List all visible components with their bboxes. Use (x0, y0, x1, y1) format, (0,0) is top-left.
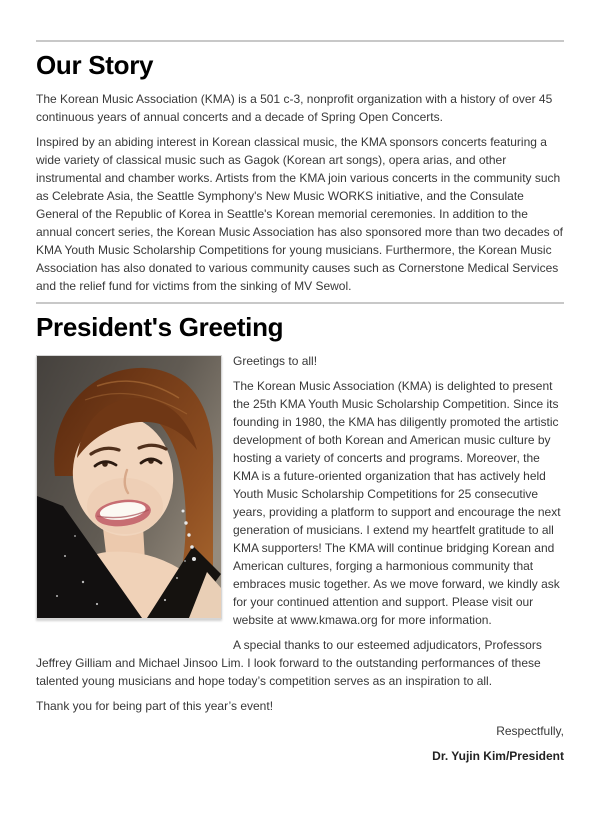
signature-text: Dr. Yujin Kim/President (432, 749, 564, 763)
our-story-paragraph-2: Inspired by an abiding interest in Korean classical music, the KMA sponsors concerts featuring a wide variety of classical music such as Gagok (Korean art songs), opera arias, and other instrumental and chamber works. Artists from the KMA join various concerts in the community such as Celebrate Asia, the Seattle Symphony's New Music WORKS initiative, and the Consulate General of the Republic of Korea in Seattle's Korean memorial ceremonies. In addition to the annual concert series, the Korean Music Association has also sponsored more than two decades of KMA Youth Music Scholarship Competitions for young musicians. Furthermore, the Korean Music Association has also donated to various community causes such as Cornerstone Medical Services and the relief fund for victims from the sinking of MV Sewol. (36, 135, 563, 293)
president-portrait-photo (36, 355, 222, 619)
greeting-closing-paragraph: Thank you for being part of this year’s event! (36, 699, 274, 713)
signoff-text: Respectfully, (496, 724, 564, 738)
greeting-row (36, 352, 564, 636)
section-divider (36, 302, 564, 304)
our-story-paragraph-1: The Korean Music Association (KMA) is a 501 c-3, nonprofit organization with a history of over 45 continuous years of annual concerts and a decade of Spring Open Concerts. (36, 92, 553, 124)
greeting-thanks-paragraph: A special thanks to our esteemed adjudicators, Professors Jeffrey Gilliam and Michael Jinsoo Lim. I look forward to the outstanding performances of these talented young musicians and hope today’s competition serves as an inspiration to all. (36, 638, 542, 688)
greeting-column (233, 352, 564, 636)
portrait-illustration (37, 356, 221, 618)
presidents-greeting-title: President's Greeting (36, 312, 284, 342)
document-page (0, 40, 600, 765)
section-divider (36, 40, 564, 42)
greeting-opening: Greetings to all! (233, 354, 318, 368)
our-story-title: Our Story (36, 50, 154, 80)
greeting-main-paragraph: The Korean Music Association (KMA) is delighted to present the 25th KMA Youth Music Scholarship Competition. Since its founding in 1980, the KMA has diligently promoted the artistic development of both Korean and American music culture by hosting a variety of concerts and programs. Moreover, the KMA is a future-oriented organization that has actively held Youth Music Scholarship Competitions for 25 consecutive years, providing a platform to support and encourage the next generation of musicians. I extend my heartfelt gratitude to all KMA supporters! The KMA will continue bridging Korean and American cultures, forging a harmonious community that embraces music together. As we move forward, we kindly ask for your continued attention and support. Please visit our website at www.kmawa.org for more information. (233, 379, 561, 627)
